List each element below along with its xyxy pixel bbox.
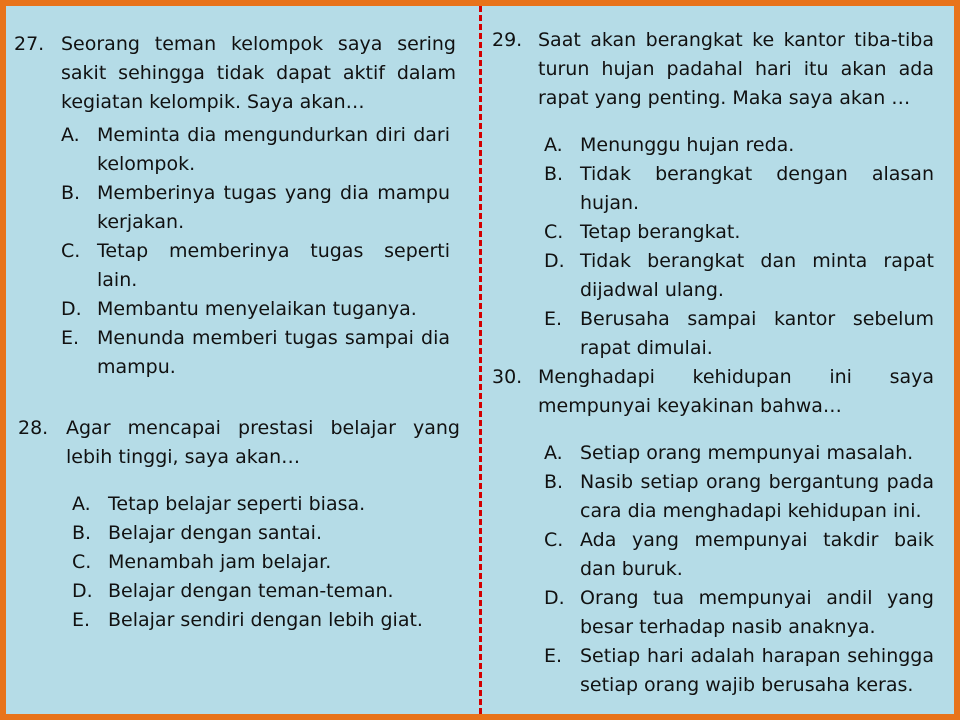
option-e [544, 305, 934, 363]
question-27 [14, 30, 456, 382]
option-letter: D. [544, 250, 565, 272]
option-a [72, 490, 460, 519]
option-c [544, 218, 934, 247]
question-text: Saat akan berangkat ke kantor tiba-tiba turun hujan padahal hari itu akan ada rapat yang penting. Maka saya akan … [538, 29, 934, 109]
option-text: Meminta dia mengundurkan diri dari kelompok. [97, 124, 450, 175]
option-b [544, 160, 934, 218]
question-text: Menghadapi kehidupan ini saya mempunyai keyakinan bahwa… [538, 366, 934, 417]
option-d [544, 584, 934, 642]
option-letter: B. [544, 471, 564, 493]
question-28 [18, 414, 460, 635]
question-text: Agar mencapai prestasi belajar yang lebih tinggi, saya akan… [66, 417, 460, 468]
option-text: Nasib setiap orang bergantung pada cara dia menghadapi kehidupan ini. [580, 471, 934, 522]
option-a [544, 131, 934, 160]
option-a [61, 121, 450, 179]
option-text: Tetap belajar seperti biasa. [108, 493, 366, 515]
option-letter: A. [61, 124, 80, 146]
option-text: Berusaha sampai kantor sebelum rapat dimulai. [580, 308, 934, 359]
option-a [544, 439, 934, 468]
option-letter: C. [72, 551, 92, 573]
option-text: Tetap berangkat. [580, 221, 741, 243]
option-c [61, 237, 450, 295]
option-text: Tidak berangkat dengan alasan hujan. [580, 163, 934, 214]
option-letter: E. [61, 327, 80, 349]
option-b [61, 179, 450, 237]
option-e [72, 606, 460, 635]
option-letter: E. [72, 609, 91, 631]
question-text: Seorang teman kelompok saya sering sakit sehingga tidak dapat aktif dalam kegiatan kelompik. Saya akan… [61, 33, 456, 113]
question-number: 28. [18, 417, 49, 439]
option-text: Menambah jam belajar. [108, 551, 332, 573]
option-letter: D. [61, 298, 82, 320]
option-letter: D. [544, 587, 565, 609]
option-b [72, 519, 460, 548]
column-divider [479, 6, 482, 714]
option-letter: E. [544, 645, 563, 667]
slide [6, 6, 954, 714]
question-30 [492, 363, 934, 700]
option-text: Menunda memberi tugas sampai dia mampu. [97, 327, 450, 378]
option-d [544, 247, 934, 305]
option-letter: B. [61, 182, 81, 204]
option-text: Membantu menyelaikan tuganya. [97, 298, 417, 320]
question-number: 29. [492, 29, 523, 51]
option-letter: C. [544, 221, 564, 243]
option-letter: E. [544, 308, 563, 330]
option-text: Setiap orang mempunyai masalah. [580, 442, 914, 464]
option-letter: A. [544, 442, 563, 464]
option-e [544, 642, 934, 700]
option-text: Tidak berangkat dan minta rapat dijadwal ulang. [580, 250, 934, 301]
option-letter: C. [61, 240, 81, 262]
option-letter: A. [544, 134, 563, 156]
option-text: Memberinya tugas yang dia mampu kerjakan. [97, 182, 450, 233]
option-letter: A. [72, 493, 91, 515]
option-b [544, 468, 934, 526]
option-text: Belajar sendiri dengan lebih giat. [108, 609, 423, 631]
question-number: 27. [14, 33, 45, 55]
option-text: Tetap memberinya tugas seperti lain. [97, 240, 450, 291]
option-e [61, 324, 450, 382]
option-letter: B. [544, 163, 564, 185]
option-text: Ada yang mempunyai takdir baik dan buruk. [580, 529, 934, 580]
option-letter: B. [72, 522, 92, 544]
option-letter: C. [544, 529, 564, 551]
option-d [61, 295, 450, 324]
question-number: 30. [492, 366, 523, 388]
option-d [72, 577, 460, 606]
option-letter: D. [72, 580, 93, 602]
option-text: Setiap hari adalah harapan sehingga setiap orang wajib berusaha keras. [580, 645, 934, 696]
option-text: Menunggu hujan reda. [580, 134, 795, 156]
option-c [544, 526, 934, 584]
option-text: Belajar dengan teman-teman. [108, 580, 394, 602]
option-c [72, 548, 460, 577]
option-text: Orang tua mempunyai andil yang besar terhadap nasib anaknya. [580, 587, 934, 638]
option-text: Belajar dengan santai. [108, 522, 322, 544]
question-29 [492, 26, 934, 363]
